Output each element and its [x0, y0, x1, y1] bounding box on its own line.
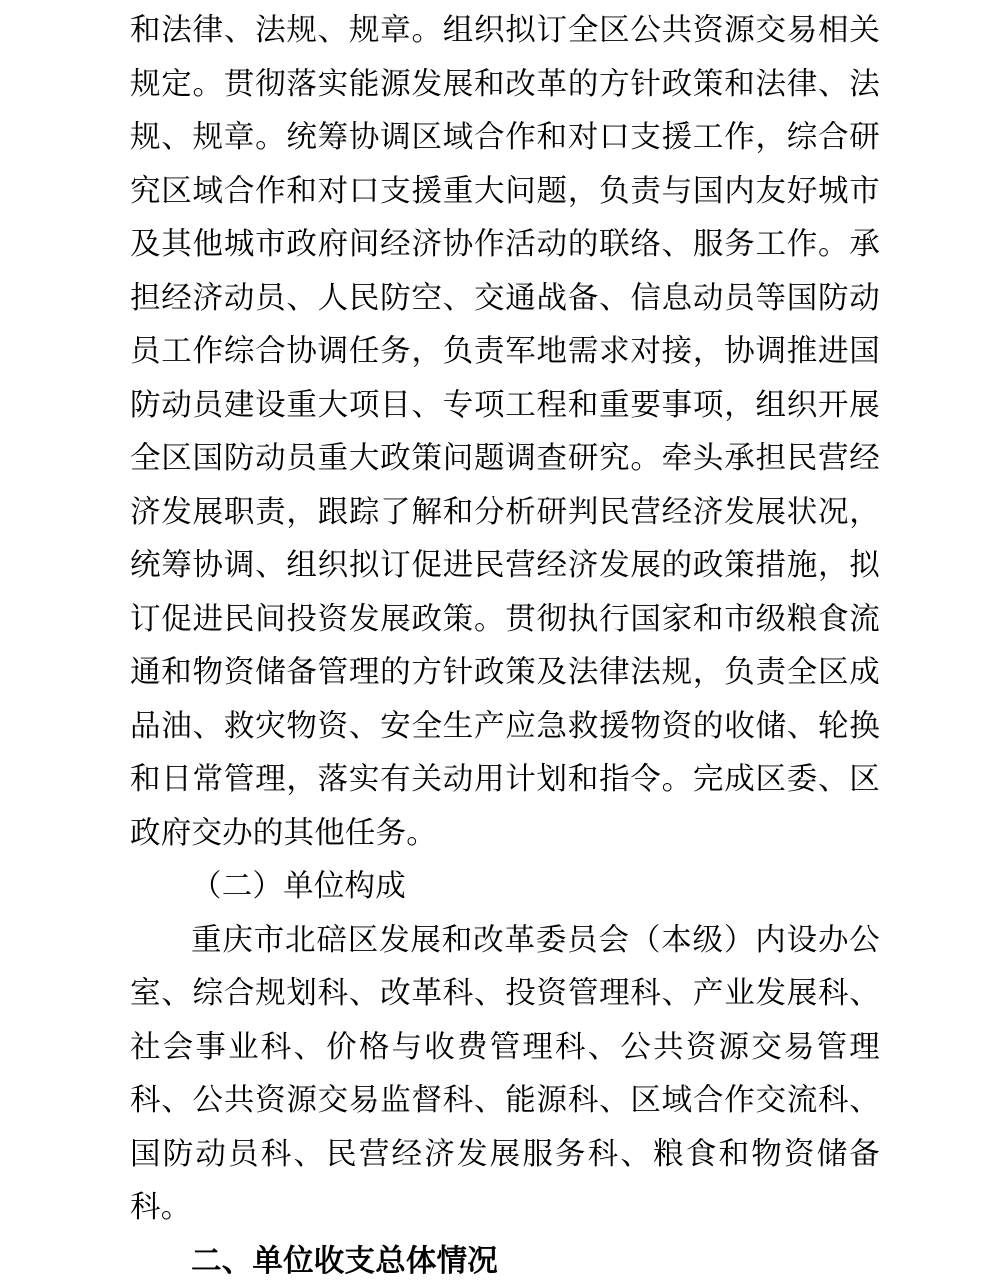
- paragraph-unit-composition: 重庆市北碚区发展和改革委员会（本级）内设办公室、综合规划科、改革科、投资管理科、产业发展科、社会事业科、价格与收费管理科、公共资源交易管理科、公共资源交易监督科、能源科、区域合作交流科、国防动员科、民营经济发展服务科、粮食和物资储备科。: [130, 914, 880, 1235]
- document-body: [130, 0, 880, 1288]
- paragraph-duties: 和法律、法规、规章。组织拟订全区公共资源交易相关规定。贯彻落实能源发展和改革的方针政策和法律、法规、规章。统筹协调区域合作和对口支援工作，综合研究区域合作和对口支援重大问题，负责与国内友好城市及其他城市政府间经济协作活动的联络、服务工作。承担经济动员、人民防空、交通战备、信息动员等国防动员工作综合协调任务，负责军地需求对接，协调推进国防动员建设重大项目、专项工程和重要事项，组织开展全区国防动员重大政策问题调查研究。牵头承担民营经济发展职责，跟踪了解和分析研判民营经济发展状况，统筹协调、组织拟订促进民营经济发展的政策措施，拟订促进民间投资发展政策。贯彻执行国家和市级粮食流通和物资储备管理的方针政策及法律法规，负责全区成品油、救灾物资、安全生产应急救援物资的收储、轮换和日常管理，落实有关动用计划和指令。完成区委、区政府交办的其他任务。: [130, 4, 880, 860]
- section-heading-unit-composition: （二）单位构成: [130, 860, 880, 914]
- section-heading-revenue-expenditure: 二、单位收支总体情况: [130, 1235, 880, 1288]
